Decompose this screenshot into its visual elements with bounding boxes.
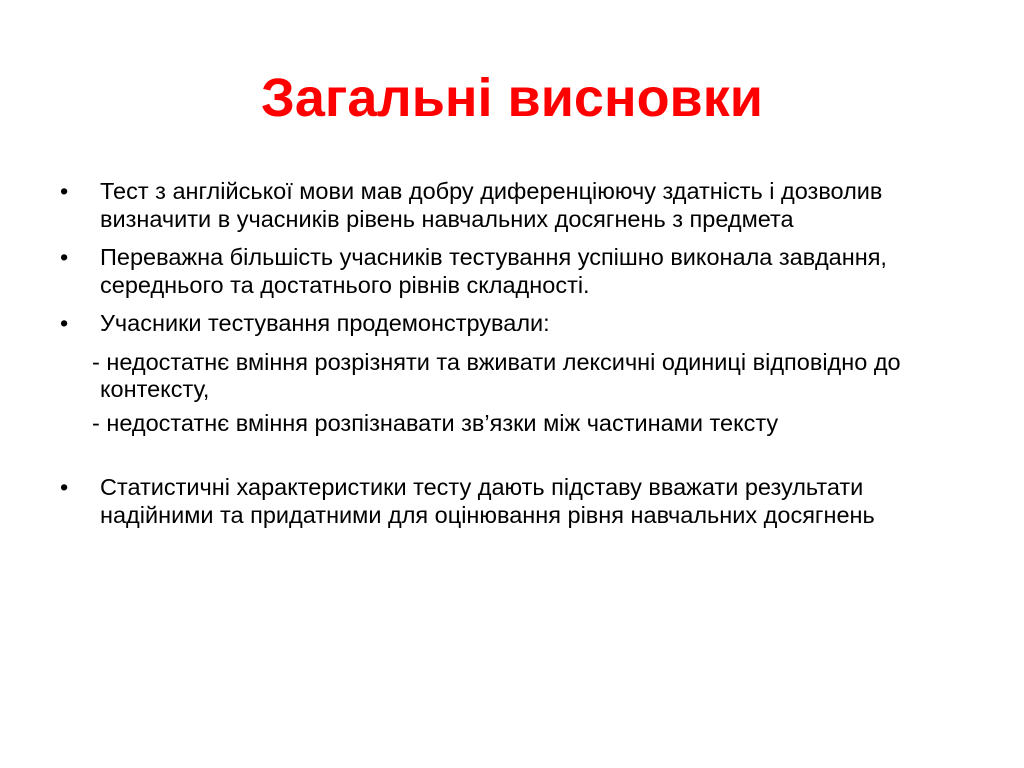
spacer bbox=[54, 448, 974, 474]
bullet-item-1 bbox=[54, 178, 974, 233]
slide-content bbox=[54, 178, 974, 540]
sub-item-1: - недостатнє вміння розрізняти та вживати лексичні одиниці відповідно до контексту, bbox=[92, 348, 901, 402]
bullet-item-2 bbox=[54, 244, 974, 299]
bullet-text-2: Переважна більшість учасників тестування успішно виконала завдання, середнього та достатнього рівнів складності. bbox=[100, 244, 887, 298]
slide-title: Загальні висновки bbox=[261, 68, 763, 128]
bullet-marker: • bbox=[60, 310, 69, 336]
bullet-marker: • bbox=[60, 178, 69, 204]
bullet-text-3: Учасники тестування продемонстрували: bbox=[100, 310, 550, 336]
bullet-text-1: Тест з англійської мови мав добру диференціюючу здатність і дозволив визначити в учасників рівень навчальних досягнень з предмета bbox=[100, 178, 883, 232]
sub-item-2: - недостатнє вміння розпізнавати зв’язки між частинами тексту bbox=[92, 409, 779, 436]
bullet-marker: • bbox=[60, 474, 69, 500]
bullet-item-4 bbox=[54, 474, 974, 529]
bullet-marker: • bbox=[60, 244, 69, 270]
bullet-item-3 bbox=[54, 310, 974, 338]
bullet-text-4: Статистичні характеристики тесту дають підставу вважати результати надійними та придатними для оцінювання рівня навчальних досягнень bbox=[100, 474, 875, 528]
